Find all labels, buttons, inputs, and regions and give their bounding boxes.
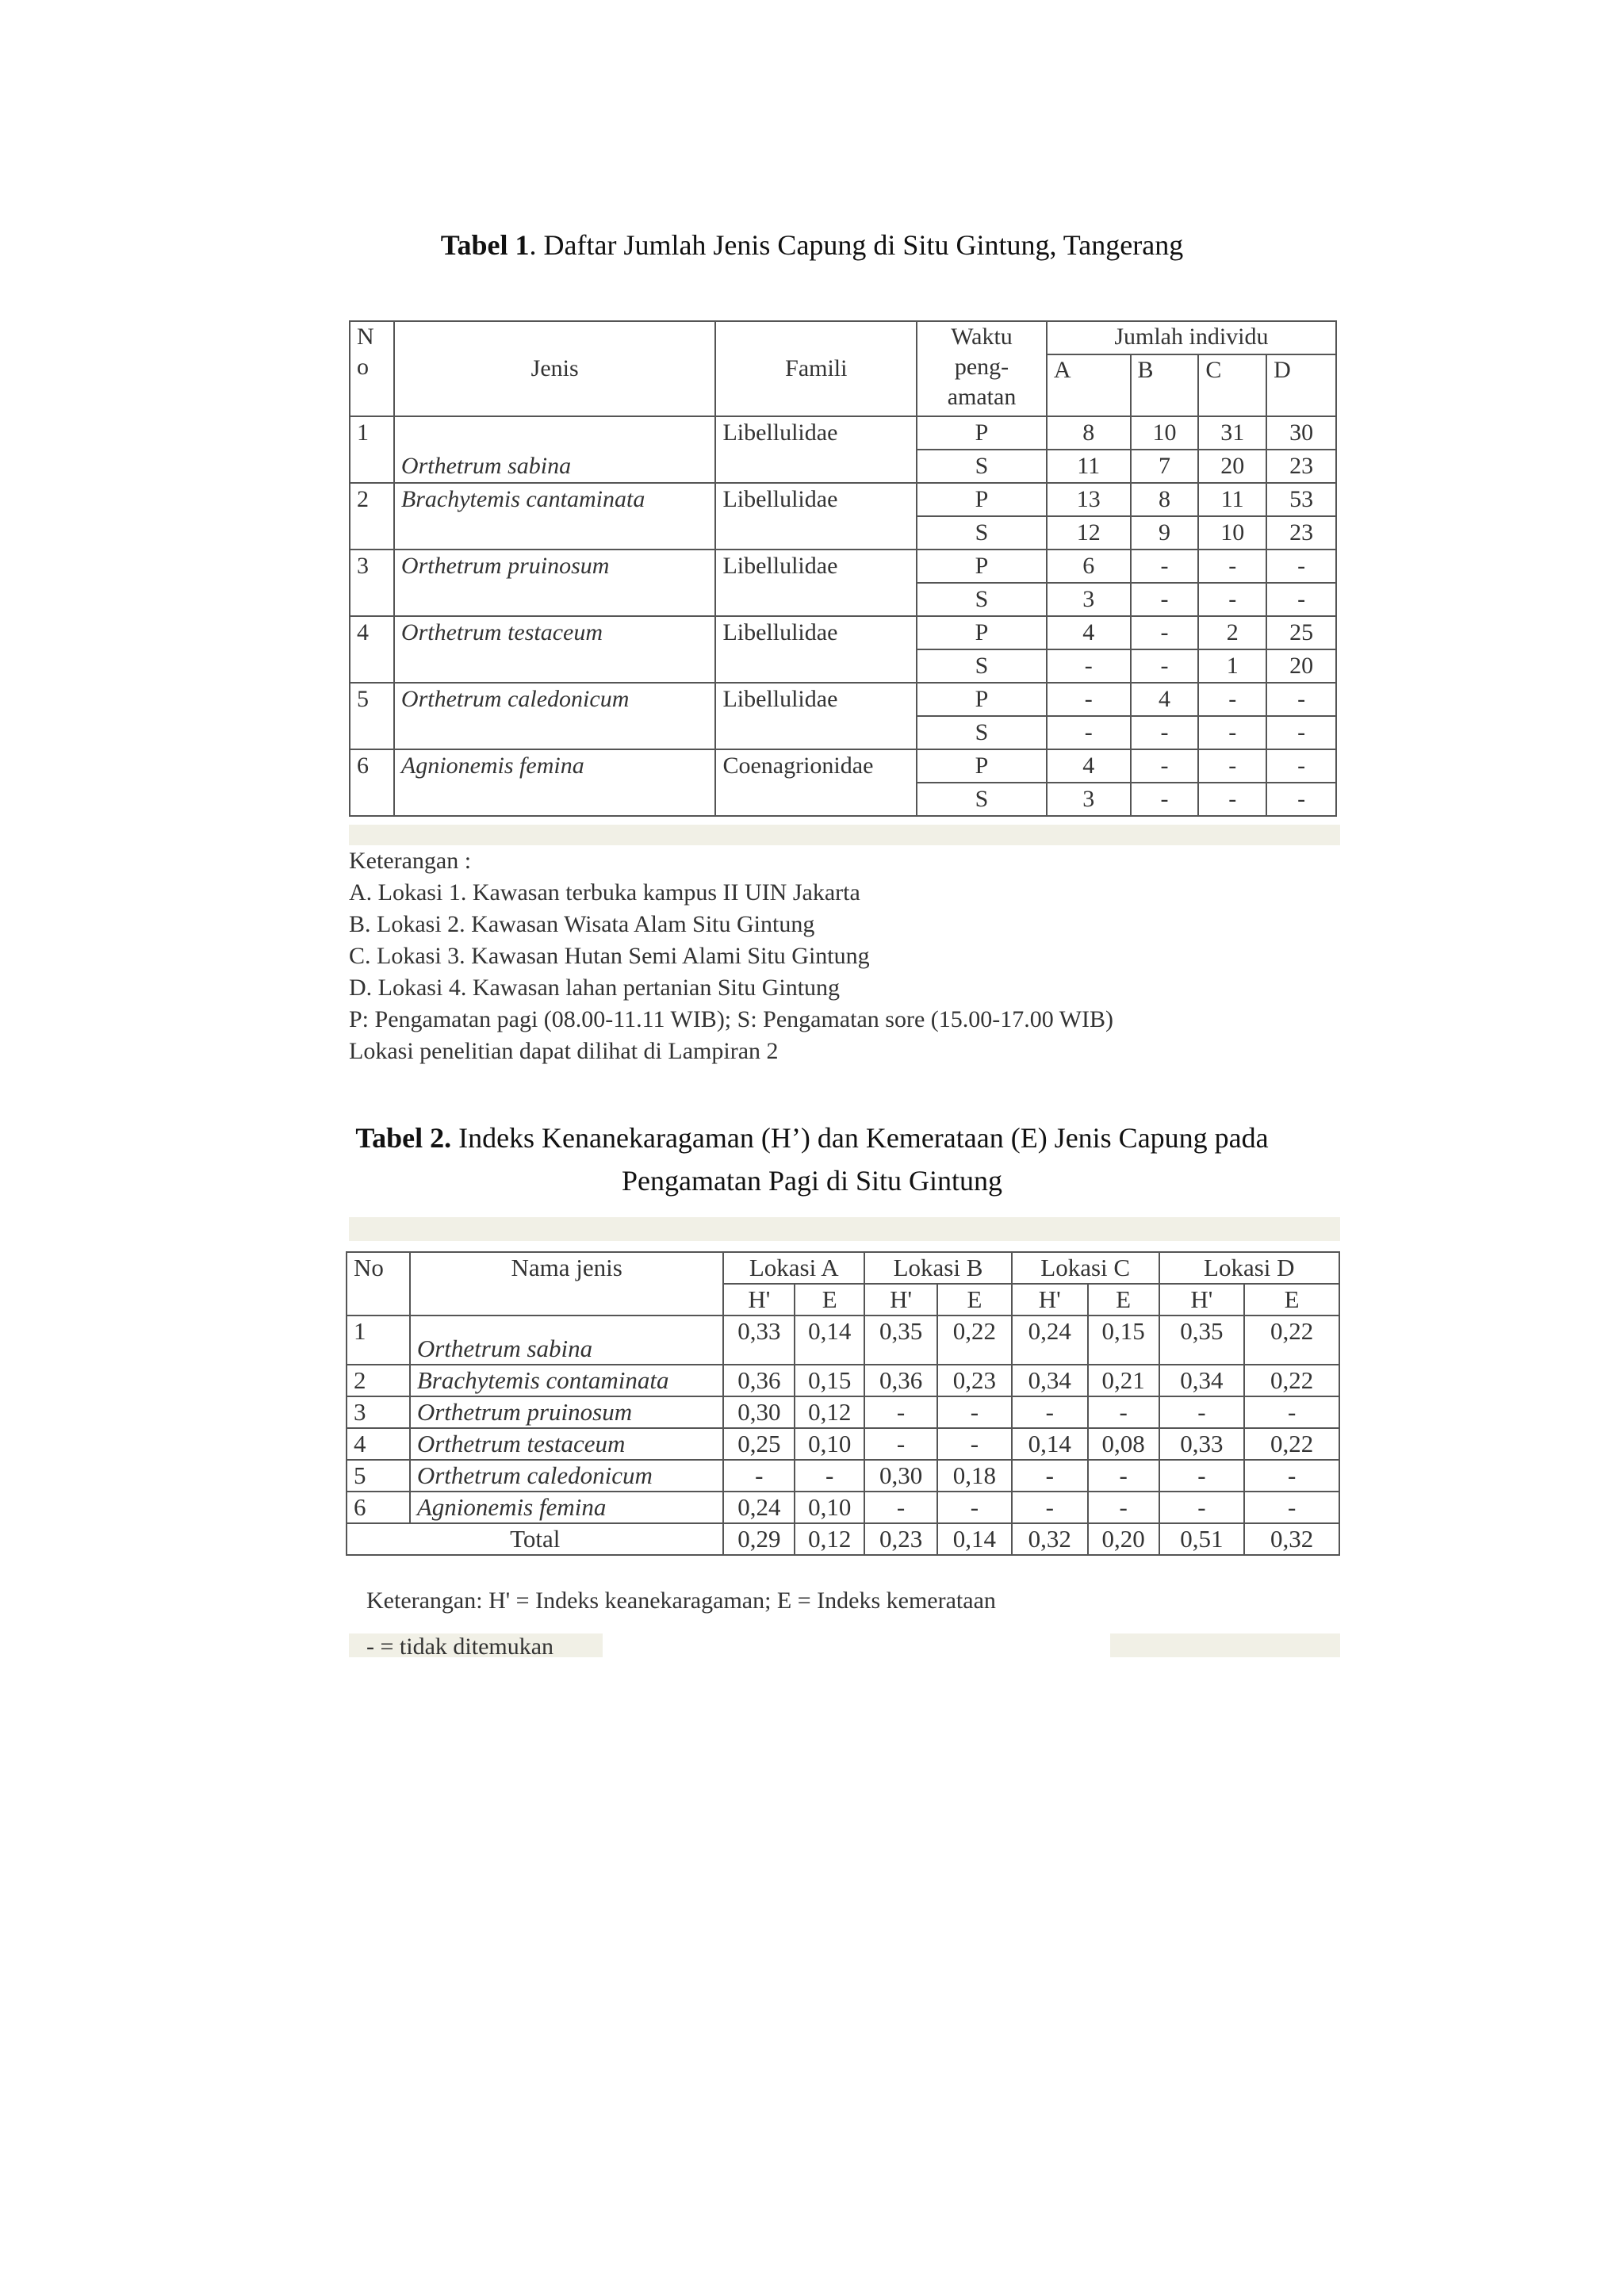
table1-caption-text: . Daftar Jumlah Jenis Capung di Situ Gintung, Tangerang — [529, 229, 1184, 261]
note-line: C. Lokasi 3. Kawasan Hutan Semi Alami Situ Gintung — [349, 943, 870, 969]
table2-header-lokasi-c: Lokasi C — [1012, 1252, 1159, 1284]
table1-header-no — [350, 321, 394, 416]
table1-cell-waktu: P — [917, 616, 1047, 649]
table1-cell-d: 30 — [1266, 416, 1336, 450]
table1-cell-d: - — [1266, 583, 1336, 616]
table2-cell-value: 0,22 — [1244, 1428, 1339, 1460]
table2-cell-value: - — [864, 1492, 937, 1523]
table-row — [350, 483, 1336, 516]
table1-cell-c: - — [1198, 749, 1266, 783]
table2-cell-no: 5 — [347, 1460, 410, 1492]
table1-cell-b: - — [1131, 550, 1199, 583]
table1-cell-b: - — [1131, 716, 1199, 749]
table2-cell-value: - — [1159, 1396, 1245, 1428]
table1-header-jumlah: Jumlah individu — [1047, 321, 1336, 354]
table2-cell-value: - — [864, 1428, 937, 1460]
table1-cell-waktu: P — [917, 749, 1047, 783]
table-row — [347, 1523, 1339, 1555]
table2-cell-value: - — [1244, 1396, 1339, 1428]
table1-caption — [0, 224, 1624, 266]
table2-cell-value: 0,12 — [795, 1396, 864, 1428]
table1-cell-b: - — [1131, 783, 1199, 816]
watermark-band-1 — [349, 825, 1340, 845]
table2-cell-value: - — [864, 1396, 937, 1428]
table1-cell-a: 11 — [1047, 450, 1131, 483]
table1-cell-a: 3 — [1047, 783, 1131, 816]
table1-cell-waktu: P — [917, 416, 1047, 450]
table2-cell-value: 0,14 — [1012, 1428, 1088, 1460]
table1-cell-d: 25 — [1266, 616, 1336, 649]
table1-cell-b: - — [1131, 749, 1199, 783]
table-row — [347, 1428, 1339, 1460]
table2-cell-value: 0,35 — [864, 1316, 937, 1365]
table2-cell-no: 3 — [347, 1396, 410, 1428]
table1-cell-d: 23 — [1266, 450, 1336, 483]
table2-cell-value: 0,30 — [723, 1396, 795, 1428]
table2-cell-no: 1 — [347, 1316, 410, 1365]
table1-cell-waktu: P — [917, 683, 1047, 716]
table1-cell-c: 2 — [1198, 616, 1266, 649]
table2-total-value: 0,51 — [1159, 1523, 1245, 1555]
table2-cell-value: 0,10 — [795, 1428, 864, 1460]
table2-header-lokasi-b: Lokasi B — [864, 1252, 1012, 1284]
table1-cell-c: - — [1198, 783, 1266, 816]
table-row — [350, 683, 1336, 716]
table1-cell-a: 4 — [1047, 616, 1131, 649]
table2-header-e-b: E — [937, 1284, 1012, 1316]
table1-cell-waktu: S — [917, 716, 1047, 749]
table1-cell-c: 31 — [1198, 416, 1266, 450]
table2-cell-value: 0,34 — [1012, 1365, 1088, 1396]
table2-caption-label: Tabel 2. — [355, 1122, 452, 1154]
table1-header-no-a: N — [357, 324, 374, 350]
table-row — [347, 1460, 1339, 1492]
table-row — [347, 1396, 1339, 1428]
table1-cell-d: - — [1266, 550, 1336, 583]
table2-header-h-d: H' — [1159, 1284, 1245, 1316]
table2-total-value: 0,14 — [937, 1523, 1012, 1555]
table2 — [346, 1251, 1340, 1556]
table1-header-waktu-3: amatan — [947, 384, 1017, 410]
table1-cell-b: - — [1131, 649, 1199, 683]
table1-cell-no: 5 — [350, 683, 394, 749]
table2-header-h-a: H' — [723, 1284, 795, 1316]
note-line: A. Lokasi 1. Kawasan terbuka kampus II UIN Jakarta — [349, 879, 860, 906]
table1-header-d: D — [1266, 354, 1336, 416]
table2-total-value: 0,20 — [1088, 1523, 1159, 1555]
table2-total-value: 0,32 — [1012, 1523, 1088, 1555]
table2-cell-value: 0,24 — [1012, 1316, 1088, 1365]
table1-cell-b: - — [1131, 583, 1199, 616]
table2-cell-value: - — [937, 1492, 1012, 1523]
table2-cell-value: - — [1012, 1460, 1088, 1492]
table1-cell-waktu: P — [917, 550, 1047, 583]
table2-header-h-b: H' — [864, 1284, 937, 1316]
table2-cell-value: 0,22 — [1244, 1316, 1339, 1365]
table1-cell-c: - — [1198, 550, 1266, 583]
table1-header-no-b: o — [357, 354, 369, 380]
table2-header-no: No — [347, 1252, 410, 1316]
table2-cell-value: 0,15 — [1088, 1316, 1159, 1365]
table1-cell-jenis: Brachytemis cantaminata — [394, 483, 716, 550]
note-line: Keterangan: H' = Indeks keanekaragaman; E = Indeks kemerataan — [366, 1587, 996, 1614]
table1-cell-waktu: S — [917, 450, 1047, 483]
table1-cell-a: 6 — [1047, 550, 1131, 583]
table1-cell-famili: Libellulidae — [715, 416, 917, 483]
table1-caption-label: Tabel 1 — [440, 229, 530, 261]
table-row — [347, 1316, 1339, 1365]
table1-cell-a: 3 — [1047, 583, 1131, 616]
table1-header-famili: Famili — [715, 321, 917, 416]
table1-cell-d: 53 — [1266, 483, 1336, 516]
watermark-band-4 — [1110, 1633, 1340, 1657]
table2-cell-nama: Orthetrum testaceum — [410, 1428, 724, 1460]
table1-header-a: A — [1047, 354, 1131, 416]
table2-cell-value: 0,15 — [795, 1365, 864, 1396]
table2-total-value: 0,29 — [723, 1523, 795, 1555]
table2-cell-nama: Orthetrum caledonicum — [410, 1460, 724, 1492]
table1-cell-b: 10 — [1131, 416, 1199, 450]
table2-cell-nama: Orthetrum sabina — [410, 1316, 724, 1365]
table2-cell-value: - — [1012, 1492, 1088, 1523]
table2-cell-value: 0,30 — [864, 1460, 937, 1492]
table2-cell-value: - — [937, 1396, 1012, 1428]
table2-cell-value: 0,22 — [937, 1316, 1012, 1365]
table1-cell-famili: Libellulidae — [715, 683, 917, 749]
table2-header-h-c: H' — [1012, 1284, 1088, 1316]
table1-cell-a: - — [1047, 716, 1131, 749]
table2-header-e-c: E — [1088, 1284, 1159, 1316]
table2-cell-value: 0,18 — [937, 1460, 1012, 1492]
table1 — [349, 320, 1337, 817]
table1-cell-no: 2 — [350, 483, 394, 550]
table2-header-lokasi-d: Lokasi D — [1159, 1252, 1339, 1284]
table1-cell-b: 7 — [1131, 450, 1199, 483]
table2-header-e-a: E — [795, 1284, 864, 1316]
table2-cell-value: 0,35 — [1159, 1316, 1245, 1365]
table2-cell-value: 0,25 — [723, 1428, 795, 1460]
table1-cell-c: 11 — [1198, 483, 1266, 516]
table2-cell-value: - — [1088, 1396, 1159, 1428]
table1-header-jenis: Jenis — [394, 321, 716, 416]
table2-cell-value: - — [1244, 1460, 1339, 1492]
table1-cell-b: 4 — [1131, 683, 1199, 716]
table2-cell-no: 6 — [347, 1492, 410, 1523]
table2-cell-value: - — [1159, 1460, 1245, 1492]
table1-cell-waktu: P — [917, 483, 1047, 516]
table2-cell-value: 0,33 — [1159, 1428, 1245, 1460]
table1-cell-d: - — [1266, 683, 1336, 716]
table1-cell-waktu: S — [917, 516, 1047, 550]
table1-cell-a: - — [1047, 649, 1131, 683]
table-row — [350, 550, 1336, 583]
table-row — [347, 1365, 1339, 1396]
table1-cell-c: - — [1198, 716, 1266, 749]
table1-notes — [349, 845, 1113, 1067]
table1-cell-waktu: S — [917, 649, 1047, 683]
table1-header-waktu-1: Waktu — [951, 324, 1013, 350]
table2-cell-value: - — [723, 1460, 795, 1492]
table2-total-value: 0,12 — [795, 1523, 864, 1555]
table1-cell-no: 3 — [350, 550, 394, 616]
table2-total-label: Total — [347, 1523, 723, 1555]
table1-cell-d: - — [1266, 716, 1336, 749]
table-row — [350, 416, 1336, 450]
table1-cell-b: - — [1131, 616, 1199, 649]
table2-caption-line2: Pengamatan Pagi di Situ Gintung — [622, 1165, 1002, 1197]
table2-cell-value: 0,24 — [723, 1492, 795, 1523]
table1-cell-jenis: Orthetrum pruinosum — [394, 550, 716, 616]
table1-cell-a: 12 — [1047, 516, 1131, 550]
table1-cell-famili: Libellulidae — [715, 483, 917, 550]
table1-cell-a: - — [1047, 683, 1131, 716]
table1-cell-b: 8 — [1131, 483, 1199, 516]
table1-cell-c: - — [1198, 683, 1266, 716]
table-row — [347, 1492, 1339, 1523]
table1-cell-b: 9 — [1131, 516, 1199, 550]
table2-cell-value: 0,23 — [937, 1365, 1012, 1396]
table2-cell-no: 4 — [347, 1428, 410, 1460]
note-line: P: Pengamatan pagi (08.00-11.11 WIB); S: Pengamatan sore (15.00-17.00 WIB) — [349, 1006, 1113, 1032]
table2-cell-value: 0,08 — [1088, 1428, 1159, 1460]
table2-cell-value: - — [795, 1460, 864, 1492]
table2-cell-value: - — [937, 1428, 1012, 1460]
table2-cell-nama: Orthetrum pruinosum — [410, 1396, 724, 1428]
table-row — [350, 749, 1336, 783]
table1-header-row-1 — [350, 321, 1336, 354]
table1-cell-c: 1 — [1198, 649, 1266, 683]
table2-header-row-1 — [347, 1252, 1339, 1284]
table2-total-value: 0,23 — [864, 1523, 937, 1555]
table1-cell-d: 23 — [1266, 516, 1336, 550]
table1-header-b: B — [1131, 354, 1199, 416]
table2-cell-value: 0,36 — [723, 1365, 795, 1396]
note-line: Keterangan : — [349, 848, 472, 874]
note-line: B. Lokasi 2. Kawasan Wisata Alam Situ Gintung — [349, 911, 815, 937]
table1-header-c: C — [1198, 354, 1266, 416]
table1-cell-c: 20 — [1198, 450, 1266, 483]
table1-cell-no: 4 — [350, 616, 394, 683]
table1-cell-jenis: Orthetrum testaceum — [394, 616, 716, 683]
table1-cell-jenis: Orthetrum sabina — [394, 416, 716, 483]
note-line: - = tidak ditemukan — [366, 1633, 554, 1660]
table2-header-lokasi-a: Lokasi A — [723, 1252, 864, 1284]
table1-header-waktu — [917, 321, 1047, 416]
table1-cell-no: 6 — [350, 749, 394, 816]
table1-cell-d: - — [1266, 783, 1336, 816]
table2-cell-value: 0,33 — [723, 1316, 795, 1365]
table2-cell-value: - — [1159, 1492, 1245, 1523]
table2-header-nama: Nama jenis — [410, 1252, 724, 1316]
note-line: Lokasi penelitian dapat dilihat di Lampiran 2 — [349, 1038, 779, 1064]
table2-cell-value: 0,21 — [1088, 1365, 1159, 1396]
table1-cell-famili: Coenagrionidae — [715, 749, 917, 816]
table2-header-e-d: E — [1244, 1284, 1339, 1316]
table2-cell-value: - — [1088, 1492, 1159, 1523]
table2-cell-no: 2 — [347, 1365, 410, 1396]
table1-cell-a: 4 — [1047, 749, 1131, 783]
table1-cell-famili: Libellulidae — [715, 550, 917, 616]
table1-cell-waktu: S — [917, 583, 1047, 616]
table2-cell-nama: Brachytemis contaminata — [410, 1365, 724, 1396]
table1-cell-famili: Libellulidae — [715, 616, 917, 683]
table1-cell-d: - — [1266, 749, 1336, 783]
table1-cell-c: 10 — [1198, 516, 1266, 550]
table2-caption-text: Indeks Kenanekaragaman (H’) dan Kemerataan (E) Jenis Capung pada — [451, 1122, 1269, 1154]
table2-total-value: 0,32 — [1244, 1523, 1339, 1555]
table1-header-waktu-2: peng- — [954, 354, 1009, 380]
table2-cell-value: 0,36 — [864, 1365, 937, 1396]
table2-cell-value: 0,10 — [795, 1492, 864, 1523]
table-row — [350, 616, 1336, 649]
table1-cell-no: 1 — [350, 416, 394, 483]
table1-cell-jenis: Agnionemis femina — [394, 749, 716, 816]
note-line: D. Lokasi 4. Kawasan lahan pertanian Situ Gintung — [349, 975, 841, 1001]
table2-cell-value: - — [1012, 1396, 1088, 1428]
table1-cell-d: 20 — [1266, 649, 1336, 683]
table2-cell-nama: Agnionemis femina — [410, 1492, 724, 1523]
watermark-band-2 — [349, 1217, 1340, 1241]
table2-cell-value: - — [1244, 1492, 1339, 1523]
table2-notes — [366, 1578, 996, 1670]
table1-cell-c: - — [1198, 583, 1266, 616]
table1-cell-a: 8 — [1047, 416, 1131, 450]
table2-cell-value: 0,34 — [1159, 1365, 1245, 1396]
table2-cell-value: 0,22 — [1244, 1365, 1339, 1396]
table2-cell-value: 0,14 — [795, 1316, 864, 1365]
table1-cell-a: 13 — [1047, 483, 1131, 516]
table2-caption — [0, 1116, 1624, 1202]
table2-cell-value: - — [1088, 1460, 1159, 1492]
table1-cell-jenis: Orthetrum caledonicum — [394, 683, 716, 749]
table1-cell-waktu: S — [917, 783, 1047, 816]
